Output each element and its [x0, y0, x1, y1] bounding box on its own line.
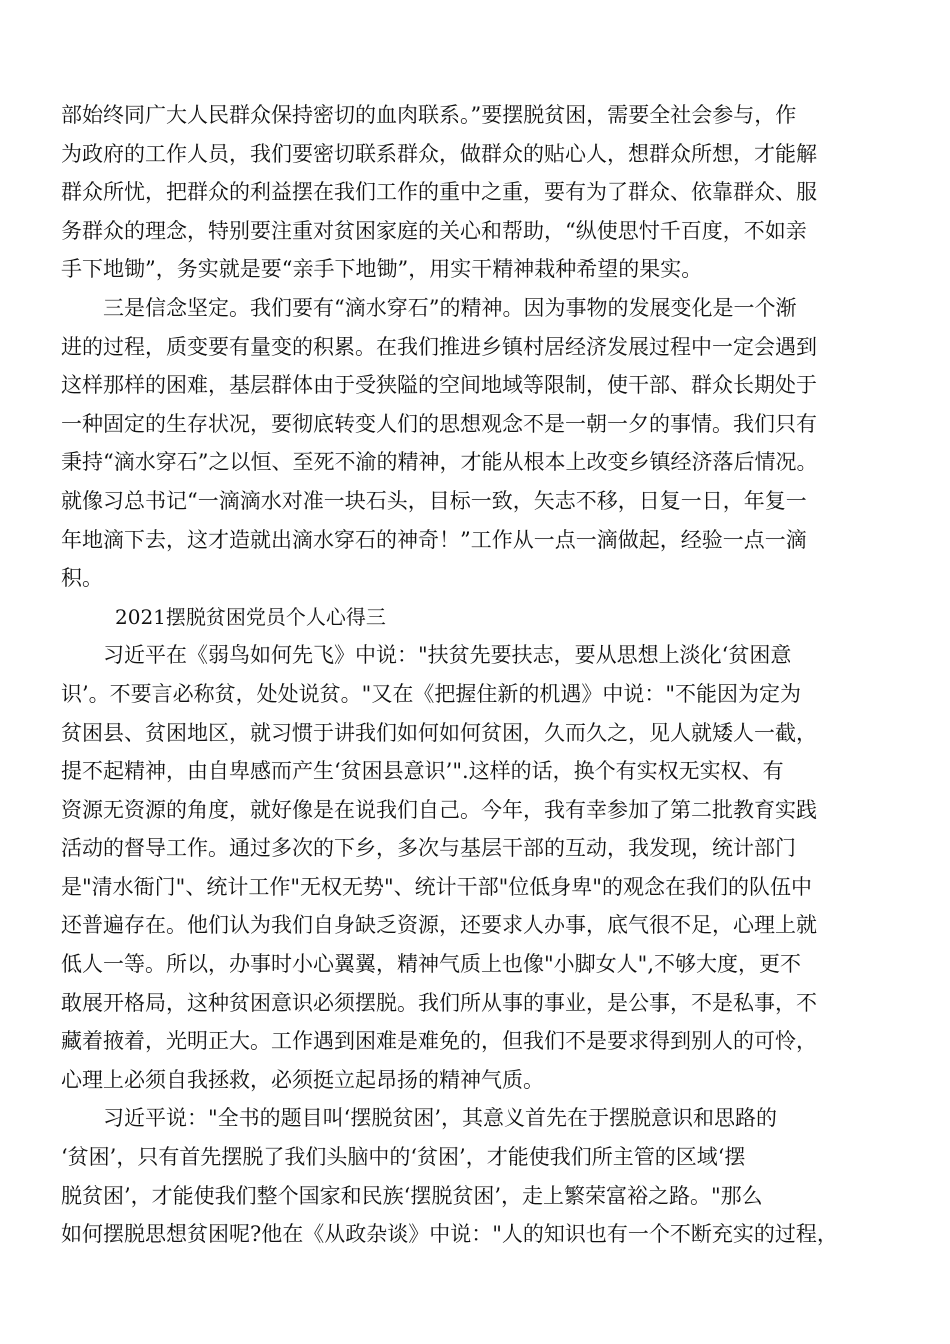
text-line: 为政府的工作人员，我们要密切联系群众，做群众的贴心人，想群众所想，才能解 [61, 141, 817, 166]
text-line: 资源无资源的角度，就好像是在说我们自己。今年，我有幸参加了第二批教育实践 [61, 797, 817, 822]
text-line: 心理上必须自我拯救，必须挺立起昂扬的精神气质。 [61, 1067, 544, 1092]
text-line: 一种固定的生存状况，要彻底转变人们的思想观念不是一朝一夕的事情。我们只有 [61, 411, 817, 436]
text-line: 手下地锄”，务实就是要“亲手下地锄”，用实干精神栽种希望的果实。 [61, 257, 703, 282]
paragraph-first-line: 习近平在《弱鸟如何先飞》中说："扶贫先要扶志，要从思想上淡化‘贫困意 [103, 643, 792, 668]
text-line: 秉持“滴水穿石”之以恒、至死不渝的精神，才能从根本上改变乡镇经济落后情况。 [61, 450, 818, 475]
text-line: ‘贫困’，只有首先摆脱了我们头脑中的‘贫困’，才能使我们所主管的区域‘摆 [61, 1145, 746, 1170]
text-line: 进的过程，质变要有量变的积累。在我们推进乡镇村居经济发展过程中一定会遇到 [61, 334, 817, 359]
text-line: 还普遍存在。他们认为我们自身缺乏资源，还要求人办事，底气很不足，心理上就 [61, 913, 817, 938]
text-line: 藏着掖着，光明正大。工作遇到困难是难免的，但我们不是要求得到别人的可怜， [61, 1029, 817, 1054]
text-line: 贫困县、贫困地区，就习惯于讲我们如何如何贫困，久而久之，见人就矮人一截， [61, 720, 817, 745]
text-line: 部始终同广大人民群众保持密切的血肉联系。”要摆脱贫困，需要全社会参与，作 [61, 103, 797, 127]
text-line: 这样那样的困难，基层群体由于受狭隘的空间地域等限制，使干部、群众长期处于 [61, 373, 817, 398]
paragraph-first-line: 习近平说："全书的题目叫‘摆脱贫困’，其意义首先在于摆脱意识和思路的 [103, 1106, 778, 1131]
text-line: 活动的督导工作。通过多次的下乡，多次与基层干部的互动，我发现，统计部门 [61, 836, 796, 861]
text-line: 如何摆脱思想贫困呢?他在《从政杂谈》中说："人的知识也有一个不断充实的过程， [61, 1222, 838, 1247]
text-line: 群众所忧，把群众的利益摆在我们工作的重中之重，要有为了群众、依靠群众、服 [61, 180, 817, 205]
text-line: 脱贫困’，才能使我们整个国家和民族‘摆脱贫困’，走上繁荣富裕之路。"那么 [61, 1183, 763, 1208]
section-heading: 2021摆脱贫困党员个人心得三 [115, 604, 386, 629]
text-line: 敢展开格局，这种贫困意识必须摆脱。我们所从事的事业，是公事，不是私事，不 [61, 990, 817, 1015]
text-line: 低人一等。所以，办事时小心翼翼，精神气质上也像"小脚女人",不够大度，更不 [61, 952, 801, 977]
text-line: 提不起精神，由自卑感而产生‘贫困县意识’".这样的话，换个有实权无实权、有 [61, 759, 784, 784]
text-line: 是"清水衙门"、统计工作"无权无势"、统计干部"位低身卑"的观念在我们的队伍中 [61, 874, 812, 899]
text-line: 积。 [61, 566, 103, 591]
text-line: 就像习总书记“一滴滴水对准一块石头，目标一致，矢志不移，日复一日，年复一 [61, 488, 807, 513]
text-line: 务群众的理念，特别要注重对贫困家庭的关心和帮助，“纵使思忖千百度，不如亲 [61, 218, 807, 243]
text-line: 年地滴下去，这才造就出滴水穿石的神奇！”工作从一点一滴做起，经验一点一滴 [61, 527, 807, 552]
document-body [61, 96, 891, 1254]
paragraph-first-line: 三是信念坚定。我们要有“滴水穿石”的精神。因为事物的发展变化是一个渐 [103, 295, 797, 320]
text-line: 识’。不要言必称贫，处处说贫。"又在《把握住新的机遇》中说："不能因为定为 [61, 681, 801, 706]
